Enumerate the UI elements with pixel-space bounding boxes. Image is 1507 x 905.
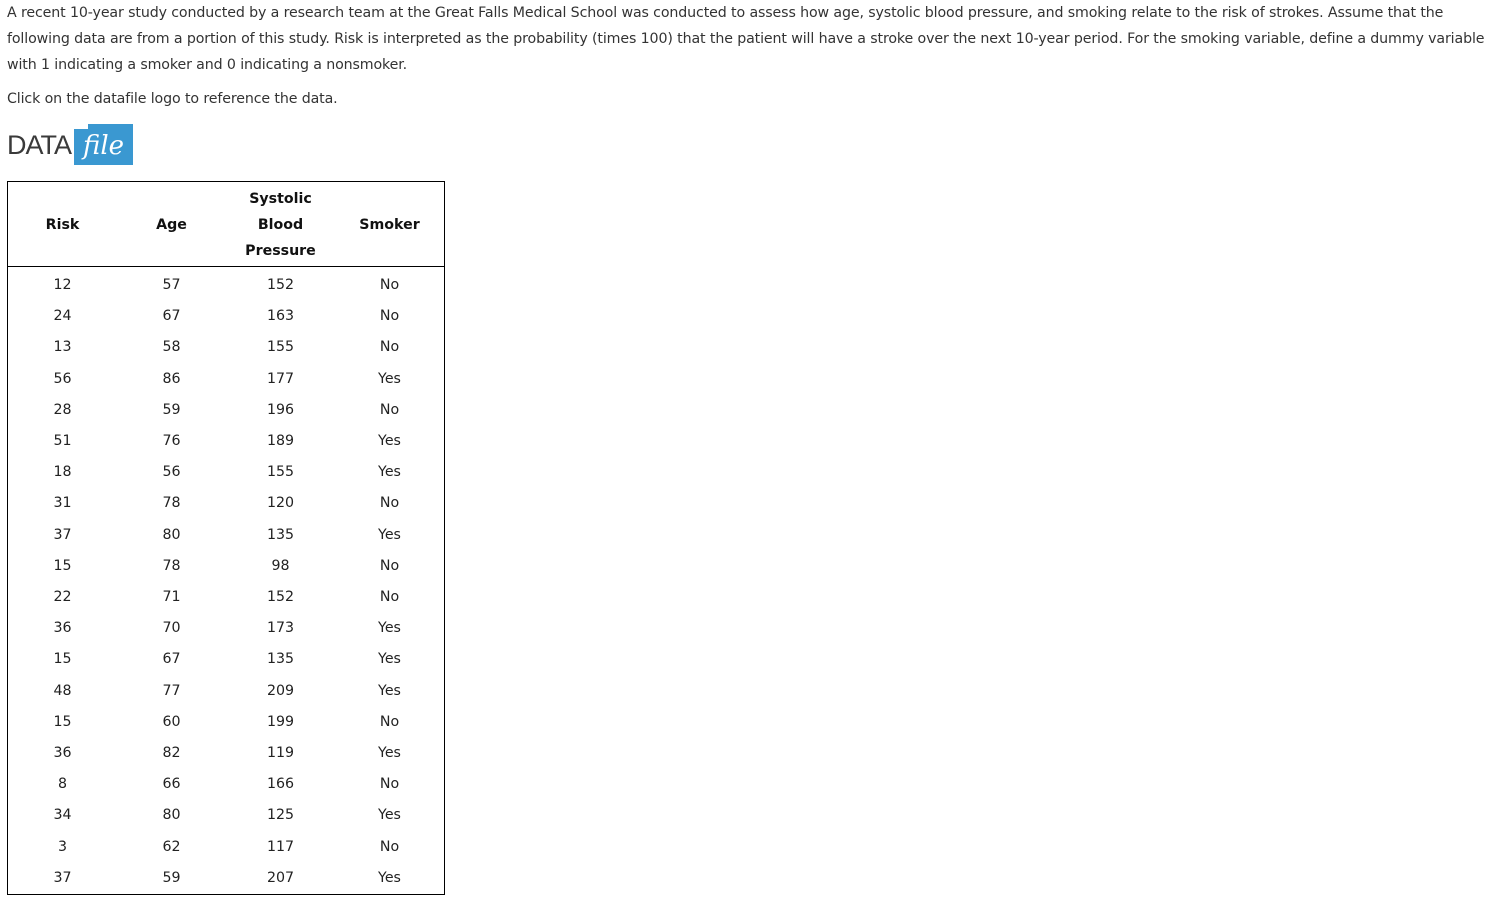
cell-age: 80 <box>162 526 181 543</box>
cell-risk: 22 <box>53 589 72 606</box>
cell-age: 60 <box>162 713 181 730</box>
table-row <box>8 800 445 831</box>
cell-risk: 12 <box>53 277 72 293</box>
cell-smoker: No <box>379 557 400 574</box>
header-sbp-line3: Pressure <box>245 243 316 259</box>
cell-systolic-blood-pressure: 117 <box>266 838 295 855</box>
cell-smoker: No <box>379 713 400 730</box>
cell-systolic-blood-pressure: 173 <box>266 620 295 637</box>
stroke-risk-table <box>7 181 445 895</box>
cell-risk: 36 <box>53 620 72 637</box>
cell-age: 80 <box>162 807 181 824</box>
table-row <box>8 863 445 895</box>
cell-systolic-blood-pressure: 119 <box>266 745 295 762</box>
table-row <box>8 457 445 488</box>
cell-risk: 8 <box>57 776 68 793</box>
cell-smoker: Yes <box>378 745 401 762</box>
cell-age: 67 <box>162 651 181 668</box>
cell-systolic-blood-pressure: 196 <box>266 401 295 418</box>
cell-risk: 28 <box>53 401 72 418</box>
cell-systolic-blood-pressure: 152 <box>266 589 295 606</box>
cell-systolic-blood-pressure: 155 <box>266 464 295 481</box>
header-sbp-line1: Systolic <box>249 191 312 207</box>
cell-risk: 3 <box>57 838 68 855</box>
cell-smoker: Yes <box>378 370 401 387</box>
cell-systolic-blood-pressure: 98 <box>271 557 290 574</box>
table-row <box>8 707 445 738</box>
table-row <box>8 832 445 863</box>
problem-paragraph: A recent 10-year study conducted by a research team at the Great Falls Medical School was conducted to assess how age, systolic blood pressure, and smoking relate to the risk of strokes. Assume that the following data are from a portion of this study. Risk is interpreted as the probability (times 100) that the patient will have a stroke over the next 10-year period. For the smoking variable, define a dummy variable with 1 indicating a smoker and 0 indicating a nonsmoker. <box>7 5 1485 73</box>
header-smoker: Smoker <box>335 182 445 267</box>
datafile-logo-file-box <box>74 124 133 165</box>
datafile-instruction: Click on the datafile logo to reference the data. <box>7 91 338 107</box>
cell-systolic-blood-pressure: 135 <box>266 526 295 543</box>
cell-age: 66 <box>162 776 181 793</box>
cell-systolic-blood-pressure: 207 <box>266 869 295 886</box>
cell-risk: 36 <box>53 745 72 762</box>
cell-age: 82 <box>162 745 181 762</box>
cell-smoker: Yes <box>378 464 401 481</box>
cell-systolic-blood-pressure: 120 <box>266 495 295 512</box>
cell-smoker: No <box>379 495 400 512</box>
header-sbp-line2: Blood <box>257 217 304 233</box>
cell-smoker: No <box>379 401 400 418</box>
table-row <box>8 488 445 519</box>
cell-risk: 15 <box>53 713 72 730</box>
cell-systolic-blood-pressure: 163 <box>266 308 295 325</box>
cell-smoker: Yes <box>378 651 401 668</box>
cell-systolic-blood-pressure: 189 <box>266 433 295 450</box>
cell-risk: 37 <box>53 526 72 543</box>
cell-risk: 37 <box>53 869 72 886</box>
cell-age: 70 <box>162 620 181 637</box>
cell-risk: 15 <box>53 651 72 668</box>
cell-risk: 13 <box>53 339 72 356</box>
cell-smoker: Yes <box>378 869 401 886</box>
table-row <box>8 769 445 800</box>
table-row <box>8 301 445 332</box>
cell-age: 71 <box>162 589 181 606</box>
table-row <box>8 426 445 457</box>
cell-smoker: No <box>379 277 400 293</box>
cell-smoker: No <box>379 589 400 606</box>
cell-smoker: Yes <box>378 433 401 450</box>
cell-risk: 34 <box>53 807 72 824</box>
cell-systolic-blood-pressure: 177 <box>266 370 295 387</box>
cell-age: 59 <box>162 869 181 886</box>
header-row <box>8 182 445 267</box>
cell-age: 77 <box>162 682 181 699</box>
cell-risk: 48 <box>53 682 72 699</box>
table-body <box>8 267 445 895</box>
table-row <box>8 395 445 426</box>
cell-age: 78 <box>162 495 181 512</box>
table-row <box>8 332 445 363</box>
header-risk: Risk <box>8 182 118 267</box>
cell-systolic-blood-pressure: 125 <box>266 807 295 824</box>
table-row <box>8 613 445 644</box>
problem-statement <box>7 0 1503 78</box>
cell-risk: 24 <box>53 308 72 325</box>
table-row <box>8 582 445 613</box>
cell-age: 57 <box>162 277 181 293</box>
cell-systolic-blood-pressure: 166 <box>266 776 295 793</box>
cell-smoker: Yes <box>378 807 401 824</box>
cell-risk: 15 <box>53 557 72 574</box>
cell-systolic-blood-pressure: 152 <box>266 277 295 293</box>
cell-systolic-blood-pressure: 209 <box>266 682 295 699</box>
table-row <box>8 738 445 769</box>
cell-systolic-blood-pressure: 199 <box>266 713 295 730</box>
table-row <box>8 364 445 395</box>
datafile-logo-file-text: file <box>82 130 125 161</box>
cell-age: 76 <box>162 433 181 450</box>
cell-age: 62 <box>162 838 181 855</box>
table-row <box>8 644 445 675</box>
cell-smoker: Yes <box>378 682 401 699</box>
cell-age: 58 <box>162 339 181 356</box>
cell-systolic-blood-pressure: 135 <box>266 651 295 668</box>
cell-age: 86 <box>162 370 181 387</box>
cell-smoker: No <box>379 308 400 325</box>
table-row <box>8 551 445 582</box>
datafile-logo[interactable] <box>7 123 133 165</box>
cell-smoker: No <box>379 776 400 793</box>
cell-risk: 31 <box>53 495 72 512</box>
cell-systolic-blood-pressure: 155 <box>266 339 295 356</box>
table-row <box>8 267 445 302</box>
cell-age: 59 <box>162 401 181 418</box>
cell-smoker: No <box>379 838 400 855</box>
header-systolic-blood-pressure <box>226 182 335 267</box>
cell-risk: 51 <box>53 433 72 450</box>
cell-risk: 56 <box>53 370 72 387</box>
table-header <box>8 182 445 267</box>
cell-smoker: No <box>379 339 400 356</box>
cell-age: 56 <box>162 464 181 481</box>
cell-smoker: Yes <box>378 620 401 637</box>
cell-age: 78 <box>162 557 181 574</box>
header-age: Age <box>117 182 226 267</box>
cell-age: 67 <box>162 308 181 325</box>
cell-risk: 18 <box>53 464 72 481</box>
datafile-logo-data-text: DATA <box>7 129 72 160</box>
table-row <box>8 520 445 551</box>
cell-smoker: Yes <box>378 526 401 543</box>
table-row <box>8 676 445 707</box>
